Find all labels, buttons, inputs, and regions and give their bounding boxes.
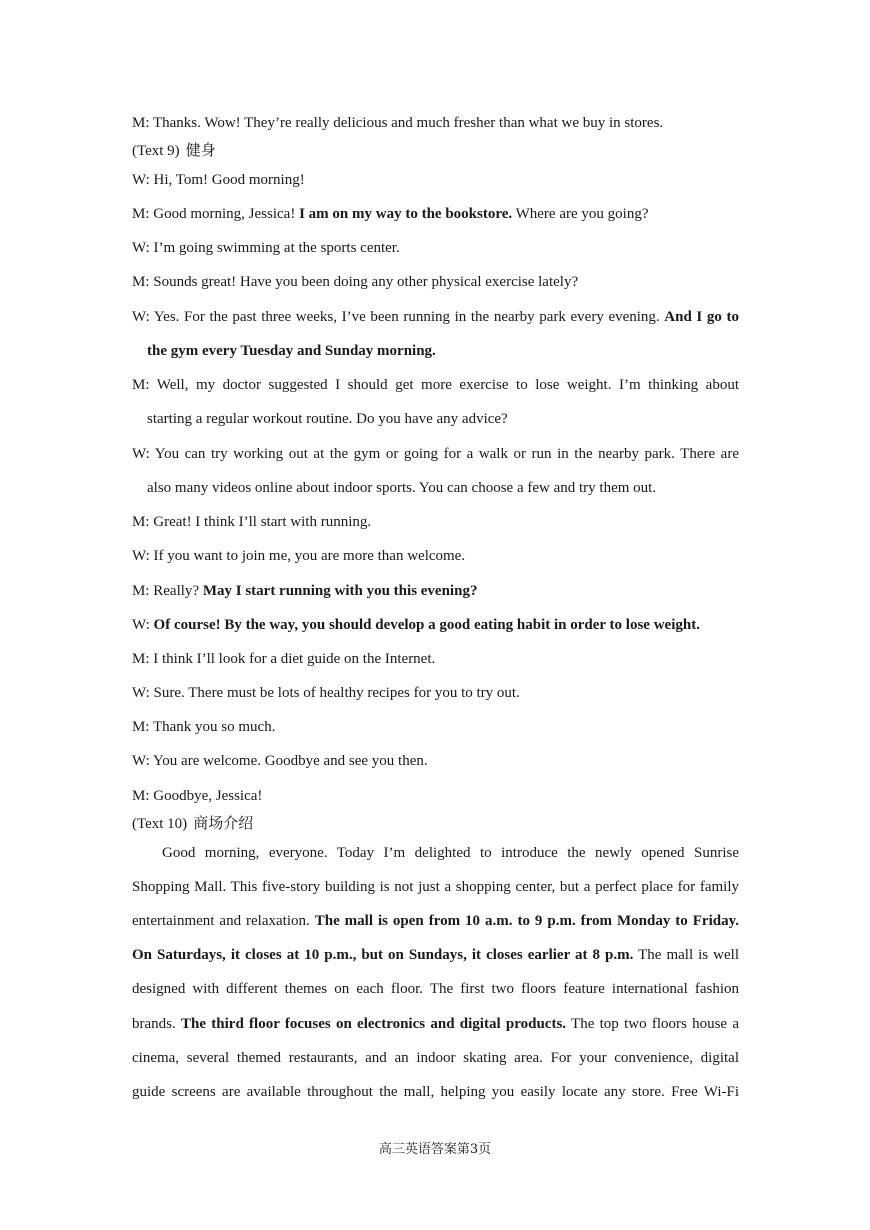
paragraph-line: designed with different themes on each floor. The first two floors feature international fashion xyxy=(132,981,739,997)
section-title-text9 xyxy=(132,141,216,161)
dialogue-line: W: Hi, Tom! Good morning! xyxy=(132,172,305,188)
dialogue-line: M: Well, my doctor suggested I should get more exercise to lose weight. I’m thinking about xyxy=(132,377,739,393)
key-answer-text: The third floor focuses on electronics and digital products. xyxy=(181,1016,567,1032)
dialogue-line: M: Great! I think I’ll start with running. xyxy=(132,514,372,530)
section-title-text10 xyxy=(132,814,253,834)
dialogue-line-continued: starting a regular workout routine. Do you have any advice? xyxy=(147,411,508,427)
dialogue-line: M: I think I’ll look for a diet guide on the Internet. xyxy=(132,651,436,667)
paragraph-line: On Saturdays, it closes at 10 p.m., but on Sundays, it closes earlier at 8 p.m. The mall is well xyxy=(132,947,739,963)
paragraph-line: cinema, several themed restaurants, and an indoor skating area. For your convenience, digital xyxy=(132,1050,739,1066)
paragraph-line: Shopping Mall. This five-story building is not just a shopping center, but a perfect place for family xyxy=(132,879,739,895)
dialogue-line: M: Goodbye, Jessica! xyxy=(132,788,263,804)
dialogue-line: W: If you want to join me, you are more than welcome. xyxy=(132,548,466,564)
dialogue-line: W: You are welcome. Goodbye and see you then. xyxy=(132,753,428,769)
dialogue-line: W: You can try working out at the gym or going for a walk or run in the nearby park. There are xyxy=(132,446,739,462)
section-label: (Text 9) xyxy=(132,143,180,159)
dialogue-line-continued: also many videos online about indoor sports. You can choose a few and try them out. xyxy=(147,480,657,496)
dialogue-line-continued xyxy=(147,341,436,361)
key-answer-text: On Saturdays, it closes at 10 p.m., but on Sundays, it closes earlier at 8 p.m. xyxy=(132,947,634,963)
dialogue-line: M: Thank you so much. xyxy=(132,719,276,735)
dialogue-line: W: Sure. There must be lots of healthy recipes for you to try out. xyxy=(132,685,520,701)
key-answer-text: And I go to xyxy=(664,309,739,325)
dialogue-line: M: Really? May I start running with you this evening? xyxy=(132,583,478,599)
page-footer: 高三英语答案第3页 xyxy=(378,1142,492,1157)
key-answer-text: the gym every Tuesday and Sunday morning. xyxy=(147,343,436,359)
key-answer-text: I am on my way to the bookstore. xyxy=(299,206,513,222)
paragraph-line: guide screens are available throughout the mall, helping you easily locate any store. Free Wi-Fi xyxy=(132,1084,739,1100)
dialogue-line: W: Yes. For the past three weeks, I’ve been running in the nearby park every evening. And I go to xyxy=(132,309,739,325)
dialogue-line: M: Good morning, Jessica! I am on my way to the bookstore. Where are you going? xyxy=(132,206,649,222)
paragraph-line: entertainment and relaxation. The mall is open from 10 a.m. to 9 p.m. from Monday to Friday. xyxy=(132,913,740,929)
section-label: (Text 10) xyxy=(132,816,188,832)
dialogue-line: W: Of course! By the way, you should develop a good eating habit in order to lose weight. xyxy=(132,617,700,633)
section-topic: 商场介绍 xyxy=(193,816,254,832)
key-answer-text: The mall is open from 10 a.m. to 9 p.m. from Monday to Friday. xyxy=(314,913,740,929)
paragraph-line: Good morning, everyone. Today I’m delighted to introduce the newly opened Sunrise xyxy=(162,845,739,861)
key-answer-text: Of course! By the way, you should develop a good eating habit in order to lose weight. xyxy=(153,617,700,633)
key-answer-text: May I start running with you this evening? xyxy=(202,583,478,599)
dialogue-line: W: I’m going swimming at the sports center. xyxy=(132,240,400,256)
dialogue-line: M: Sounds great! Have you been doing any other physical exercise lately? xyxy=(132,274,579,290)
section-topic: 健身 xyxy=(185,143,216,159)
paragraph-line: brands. The third floor focuses on electronics and digital products. The top two floors house a xyxy=(132,1016,740,1032)
dialogue-line: M: Thanks. Wow! They’re really delicious and much fresher than what we buy in stores. xyxy=(132,115,664,131)
